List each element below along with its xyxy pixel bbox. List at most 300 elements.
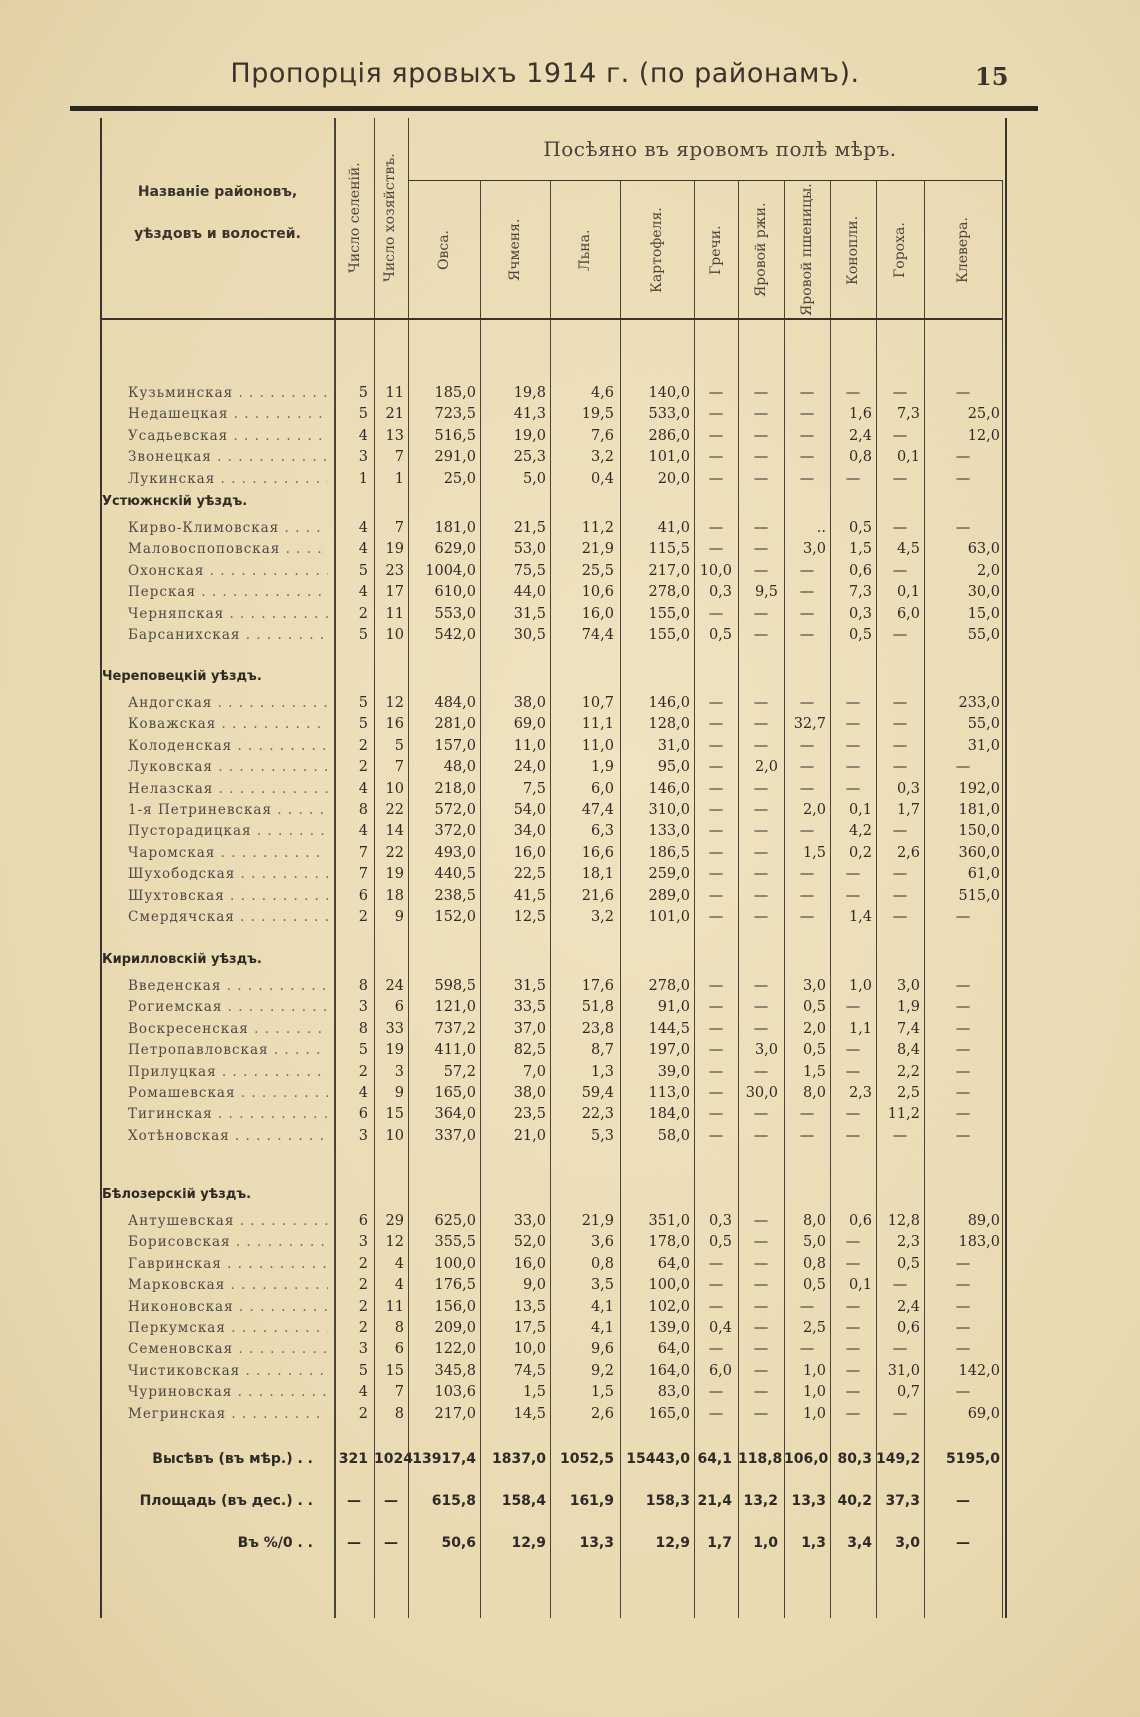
table-cell: 7,0 [522, 1063, 546, 1080]
table-row [0, 426, 1140, 447]
table-cell: 19 [385, 866, 404, 883]
table-cell: — [799, 1106, 815, 1123]
table-row [0, 1404, 1140, 1425]
table-cell: 281,0 [434, 716, 476, 733]
table-cell: 150,0 [958, 823, 1000, 840]
volost-name: Гавринская . . . [128, 1254, 328, 1275]
table-cell: 31,0 [887, 1362, 920, 1379]
volost-name: Охонская . . . [128, 561, 328, 582]
table-cell: — [955, 1255, 971, 1272]
table-cell: 286,0 [648, 427, 690, 444]
table-cell: — [753, 605, 769, 622]
table-cell: 19 [385, 541, 404, 558]
table-cell: 100,0 [648, 1277, 690, 1294]
table-cell: 1,4 [848, 909, 872, 925]
table-cell: — [753, 780, 769, 797]
table-cell: 16 [385, 716, 404, 733]
table-cell: 74,4 [581, 627, 614, 643]
table-cell: 4 [394, 1255, 404, 1272]
table-cell: 1024 [374, 1451, 413, 1467]
table-cell: — [892, 1405, 908, 1422]
table-row [0, 736, 1140, 757]
table-cell: 103,6 [434, 1384, 476, 1401]
table-cell: 337,0 [434, 1127, 476, 1144]
table-cell: — [892, 1277, 908, 1294]
table-cell: 181,0 [958, 802, 1000, 818]
table-cell: — [892, 520, 908, 536]
table-cell: 69,0 [967, 1405, 1000, 1422]
totals-label: Площадь (въ дес.) . . [139, 1493, 313, 1509]
table-cell: — [708, 695, 724, 711]
table-cell: — [708, 1063, 724, 1080]
table-cell: 0,2 [848, 844, 872, 861]
table-cell: 1,1 [848, 1020, 872, 1037]
table-cell: 9 [394, 1085, 404, 1101]
table-cell: 186,5 [648, 844, 690, 861]
crop-column-header: Гречи. [708, 225, 724, 275]
table-cell: 128,0 [648, 716, 690, 733]
volost-name: Усадьевская . . . [128, 426, 328, 447]
volost-name: Шухободская . . . [128, 864, 328, 885]
table-cell: — [845, 887, 861, 904]
table-cell: — [799, 427, 815, 444]
volost-name: Антушевская . . . [128, 1211, 328, 1232]
table-cell: 75,5 [513, 562, 546, 579]
table-cell: — [955, 1106, 971, 1123]
table-cell: .. [816, 520, 826, 536]
table-cell: 197,0 [648, 1042, 690, 1059]
table-cell: — [753, 1234, 769, 1251]
volost-name: Чаромская . . . [128, 843, 328, 864]
table-cell: — [708, 999, 724, 1016]
table-cell: — [845, 1405, 861, 1422]
table-cell: 0,8 [590, 1255, 614, 1272]
volost-name: Семеновская . . . [128, 1339, 328, 1360]
table-cell: — [955, 1277, 971, 1294]
table-cell: — [955, 1298, 971, 1315]
volost-name: Черняпская . . . [128, 604, 328, 625]
table-cell: 106,0 [784, 1451, 829, 1467]
table-cell: 737,2 [434, 1020, 476, 1037]
table-cell: 1 [394, 470, 404, 487]
table-cell: 291,0 [434, 449, 476, 466]
table-cell: 209,0 [434, 1320, 476, 1336]
table-cell: — [892, 470, 908, 487]
table-cell: — [753, 1341, 769, 1358]
table-cell: 118,8 [738, 1451, 783, 1467]
table-cell: — [955, 1085, 971, 1101]
table-cell: 1,0 [802, 1384, 826, 1401]
table-cell: 15 [385, 1362, 404, 1379]
table-cell: — [892, 909, 908, 925]
table-cell: — [799, 780, 815, 797]
table-cell: 6,0 [590, 780, 614, 797]
table-cell: 74,5 [513, 1362, 546, 1379]
table-cell: — [753, 802, 769, 818]
table-cell: 13,2 [743, 1493, 778, 1509]
table-cell: 13 [385, 427, 404, 444]
table-cell: 3,0 [754, 1042, 778, 1059]
table-cell: 183,0 [958, 1234, 1000, 1251]
table-cell: — [708, 1042, 724, 1059]
table-cell: — [753, 1320, 769, 1336]
table-cell: — [799, 605, 815, 622]
table-cell: 95,0 [657, 759, 690, 776]
table-cell: — [753, 470, 769, 487]
table-cell: 7,5 [522, 780, 546, 797]
table-row [0, 843, 1140, 864]
volost-name: Перкумская . . . [128, 1318, 328, 1339]
volost-name: Чистиковская . . . [128, 1361, 328, 1382]
table-cell: — [708, 737, 724, 754]
table-cell: 3,6 [590, 1234, 614, 1251]
table-cell: 6,3 [590, 823, 614, 840]
table-cell: 2 [358, 759, 368, 776]
table-cell: — [956, 1493, 970, 1509]
table-cell: — [845, 385, 861, 401]
table-cell: 192,0 [958, 780, 1000, 797]
table-cell: 289,0 [648, 887, 690, 904]
table-cell: 8,4 [896, 1042, 920, 1059]
table-cell: 4 [358, 823, 368, 840]
table-cell: — [799, 562, 815, 579]
table-cell: — [799, 909, 815, 925]
table-row [0, 604, 1140, 625]
volost-name: Борисовская . . . [128, 1232, 328, 1253]
table-row [0, 383, 1140, 404]
table-cell: — [708, 1106, 724, 1123]
table-cell: 21,4 [697, 1493, 732, 1509]
table-cell: 38,0 [513, 1085, 546, 1101]
table-cell: 58,0 [657, 1127, 690, 1144]
table-cell: 9,6 [590, 1341, 614, 1358]
table-cell: 0,1 [896, 449, 920, 466]
table-cell: 1,0 [753, 1535, 778, 1551]
table-cell: — [753, 1255, 769, 1272]
table-cell: 158,3 [645, 1493, 690, 1509]
table-cell: 4 [358, 427, 368, 444]
table-cell: 0,5 [802, 999, 826, 1016]
table-cell: 122,0 [434, 1341, 476, 1358]
table-cell: 9,2 [590, 1362, 614, 1379]
table-cell: 64,0 [657, 1341, 690, 1358]
table-cell: — [799, 1127, 815, 1144]
table-cell: 4 [358, 1384, 368, 1401]
table-cell: — [845, 1320, 861, 1336]
crop-column-header: Конопли. [845, 215, 861, 285]
table-cell: 40,2 [837, 1493, 872, 1509]
volost-name: Хотѣновская . . . [128, 1126, 328, 1147]
table-cell: — [955, 470, 971, 487]
table-cell: — [892, 427, 908, 444]
table-cell: 233,0 [958, 695, 1000, 711]
table-cell: — [753, 866, 769, 883]
table-cell: 12,8 [887, 1213, 920, 1229]
district-heading: Бѣлозерскій уѣздъ. [102, 1187, 252, 1202]
table-cell: — [708, 759, 724, 776]
table-cell: — [892, 695, 908, 711]
table-cell: 218,0 [434, 780, 476, 797]
table-cell: 14,5 [513, 1405, 546, 1422]
table-cell: 5 [358, 1042, 368, 1059]
table-cell: 17,6 [581, 978, 614, 994]
table-cell: 165,0 [648, 1405, 690, 1422]
table-cell: 32,7 [793, 716, 826, 733]
table-row [0, 1062, 1140, 1083]
table-cell: 83,0 [657, 1384, 690, 1401]
table-row [0, 469, 1140, 490]
table-cell: 29 [385, 1213, 404, 1229]
table-cell: 15 [385, 1106, 404, 1123]
table-cell: 82,5 [513, 1042, 546, 1059]
table-cell: 53,0 [513, 541, 546, 558]
totals-row [0, 1449, 1140, 1470]
table-cell: 7 [394, 449, 404, 466]
table-cell: 184,0 [648, 1106, 690, 1123]
table-cell: 59,4 [581, 1085, 614, 1101]
table-cell: 2,6 [590, 1405, 614, 1422]
table-cell: — [845, 737, 861, 754]
table-cell: 4 [358, 1085, 368, 1101]
table-cell: 157,0 [434, 737, 476, 754]
table-cell: — [708, 844, 724, 861]
table-cell: 11 [385, 1298, 404, 1315]
table-row [0, 864, 1140, 885]
table-cell: 16,0 [513, 844, 546, 861]
table-cell: 5 [358, 695, 368, 711]
table-cell: — [753, 978, 769, 994]
table-cell: 12 [385, 695, 404, 711]
table-cell: 5,0 [522, 470, 546, 487]
table-cell: 1,3 [590, 1063, 614, 1080]
table-cell: 41,3 [513, 406, 546, 423]
table-cell: 8 [358, 978, 368, 994]
table-cell: 629,0 [434, 541, 476, 558]
totals-label: Въ %/0 . . [237, 1535, 313, 1551]
table-row [0, 886, 1140, 907]
table-cell: 24 [385, 978, 404, 994]
table-cell: 7 [394, 759, 404, 776]
table-cell: 21,5 [513, 520, 546, 536]
table-cell: — [708, 1277, 724, 1294]
table-cell: 4,1 [590, 1320, 614, 1336]
table-cell: — [753, 887, 769, 904]
table-cell: — [845, 470, 861, 487]
table-cell: 3 [394, 1063, 404, 1080]
volost-name: Мегринская . . . [128, 1404, 328, 1425]
table-row [0, 1318, 1140, 1339]
table-cell: 7,4 [896, 1020, 920, 1037]
table-cell: 55,0 [967, 716, 1000, 733]
table-cell: — [799, 1341, 815, 1358]
table-cell: 91,0 [657, 999, 690, 1016]
table-cell: 2,5 [802, 1320, 826, 1336]
table-cell: 19,0 [513, 427, 546, 444]
table-cell: 3,0 [896, 978, 920, 994]
totals-label: Высѣвъ (въ мѣр.) . . [152, 1451, 313, 1467]
table-cell: 2,0 [754, 759, 778, 776]
table-cell: 176,5 [434, 1277, 476, 1294]
table-cell: — [892, 1341, 908, 1358]
table-cell: — [753, 1298, 769, 1315]
table-cell: 1,7 [896, 802, 920, 818]
volost-name: Ромашевская . . . [128, 1083, 328, 1104]
table-cell: 14 [385, 823, 404, 840]
table-cell: 30,0 [745, 1085, 778, 1101]
table-cell: — [384, 1493, 398, 1509]
table-cell: 516,5 [434, 427, 476, 444]
volost-name: Шухтовская . . . [128, 886, 328, 907]
table-cell: 11 [385, 385, 404, 401]
table-cell: 351,0 [648, 1213, 690, 1229]
table-cell: 152,0 [434, 909, 476, 925]
table-cell: 2,0 [802, 1020, 826, 1037]
table-cell: 2 [358, 1277, 368, 1294]
table-row [0, 539, 1140, 560]
table-cell: 5 [358, 716, 368, 733]
table-cell: — [708, 520, 724, 536]
table-cell: 3 [358, 1341, 368, 1358]
table-cell: 64,1 [697, 1451, 732, 1467]
table-cell: — [845, 1362, 861, 1379]
table-cell: — [845, 1063, 861, 1080]
table-cell: — [955, 1063, 971, 1080]
table-cell: 22 [385, 844, 404, 861]
table-cell: — [892, 823, 908, 840]
district-heading: Кирилловскій уѣздъ. [102, 952, 262, 967]
volost-name: Маловоспоповская . . . [128, 539, 328, 560]
table-cell: 4 [358, 780, 368, 797]
table-cell: 22 [385, 802, 404, 818]
table-cell: 0,5 [708, 627, 732, 643]
table-cell: 16,6 [581, 844, 614, 861]
table-cell: — [799, 887, 815, 904]
table-cell: — [955, 759, 971, 776]
table-cell: 2,5 [896, 1085, 920, 1101]
table-cell: 572,0 [434, 802, 476, 818]
volost-name: Тигинская . . . [128, 1104, 328, 1125]
table-cell: — [753, 1020, 769, 1037]
table-cell: 41,0 [657, 520, 690, 536]
table-cell: 25,3 [513, 449, 546, 466]
table-cell: — [845, 695, 861, 711]
table-row [0, 518, 1140, 539]
table-cell: 259,0 [648, 866, 690, 883]
table-cell: — [708, 1298, 724, 1315]
table-cell: 10,0 [699, 562, 732, 579]
table-cell: — [892, 562, 908, 579]
table-cell: 10 [385, 1127, 404, 1144]
table-cell: 615,8 [431, 1493, 476, 1509]
table-cell: 21,0 [513, 1127, 546, 1144]
table-cell: 101,0 [648, 449, 690, 466]
table-cell: 12,9 [655, 1535, 690, 1551]
table-row [0, 1211, 1140, 1232]
table-cell: 2,4 [848, 427, 872, 444]
table-cell: 80,3 [837, 1451, 872, 1467]
table-cell: 278,0 [648, 584, 690, 601]
table-cell: 10,7 [581, 695, 614, 711]
table-row [0, 1126, 1140, 1147]
table-cell: 185,0 [434, 385, 476, 401]
totals-row [0, 1491, 1140, 1512]
table-cell: — [753, 1405, 769, 1422]
table-cell: 13,3 [791, 1493, 826, 1509]
table-cell: — [708, 385, 724, 401]
table-cell: 310,0 [648, 802, 690, 818]
table-cell: 1052,5 [559, 1451, 614, 1467]
table-cell: 17 [385, 584, 404, 601]
table-cell: 30,5 [513, 627, 546, 643]
table-cell: 9,0 [522, 1277, 546, 1294]
table-cell: 542,0 [434, 627, 476, 643]
table-cell: 8 [394, 1405, 404, 1422]
table-cell: 0,3 [708, 1213, 732, 1229]
volost-name: Никоновская . . . [128, 1297, 328, 1318]
table-cell: 1,3 [801, 1535, 826, 1551]
table-cell: 0,3 [708, 584, 732, 601]
table-cell: — [347, 1535, 361, 1551]
table-cell: — [955, 909, 971, 925]
table-cell: — [708, 1384, 724, 1401]
table-cell: 164,0 [648, 1362, 690, 1379]
table-cell: — [799, 1298, 815, 1315]
table-cell: 13,5 [513, 1298, 546, 1315]
table-cell: 156,0 [434, 1298, 476, 1315]
table-cell: 1,5 [802, 844, 826, 861]
table-cell: — [845, 1255, 861, 1272]
table-cell: 7 [394, 1384, 404, 1401]
table-cell: 5 [358, 627, 368, 643]
table-cell: — [955, 1020, 971, 1037]
table-cell: 1,0 [802, 1405, 826, 1422]
table-cell: — [955, 999, 971, 1016]
table-cell: 2,3 [848, 1085, 872, 1101]
page-number: 15 [975, 62, 1009, 91]
crop-column-header: Картофеля. [649, 207, 665, 293]
table-cell: 0,8 [848, 449, 872, 466]
table-cell: 1,9 [590, 759, 614, 776]
table-cell: 23,5 [513, 1106, 546, 1123]
volost-name: Колоденская . . . [128, 736, 328, 757]
table-cell: 355,5 [434, 1234, 476, 1251]
table-cell: 0,3 [896, 780, 920, 797]
table-cell: 44,0 [513, 584, 546, 601]
table-cell: 3 [358, 449, 368, 466]
table-row [0, 1040, 1140, 1061]
table-cell: 25,0 [443, 470, 476, 487]
table-cell: 5,0 [802, 1234, 826, 1251]
table-cell: 54,0 [513, 802, 546, 818]
table-cell: 37,3 [885, 1493, 920, 1509]
table-cell: 12 [385, 1234, 404, 1251]
volost-name: Андогская . . . [128, 693, 328, 714]
table-cell: 149,2 [876, 1451, 921, 1467]
table-row [0, 1104, 1140, 1125]
table-cell: 133,0 [648, 823, 690, 840]
table-cell: — [845, 999, 861, 1016]
table-cell: — [753, 1362, 769, 1379]
table-cell: 144,5 [648, 1020, 690, 1037]
volost-name: Пусторадицкая . . . [128, 821, 328, 842]
table-cell: 30,0 [967, 584, 1000, 601]
table-cell: — [708, 427, 724, 444]
table-cell: 7 [358, 866, 368, 883]
table-cell: — [799, 695, 815, 711]
table-row [0, 757, 1140, 778]
table-cell: 6 [358, 887, 368, 904]
table-cell: — [753, 909, 769, 925]
